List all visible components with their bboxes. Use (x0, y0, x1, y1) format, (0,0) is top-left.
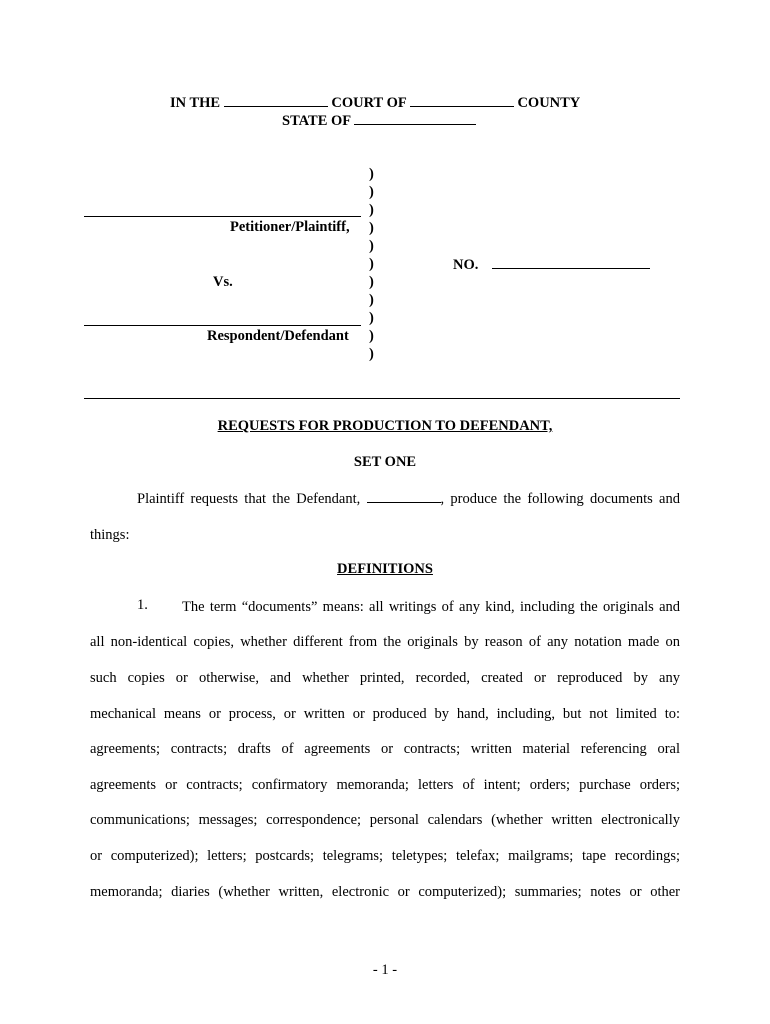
caption-paren: ) (369, 166, 374, 182)
case-number-field (453, 256, 650, 274)
definition-line: The term “documents” means: all writings of any kind, including the originals and (182, 599, 680, 615)
caption-paren: ) (369, 238, 374, 254)
caption-paren: ) (369, 202, 374, 218)
definitions-heading: DEFINITIONS (337, 561, 433, 577)
respondent-name-line (84, 325, 361, 326)
intro-text-b: , produce the following documents and (440, 491, 680, 507)
intro-line-1 (137, 489, 680, 509)
in-the-label: IN THE (170, 95, 221, 111)
definition-line: communications; messages; correspondence; personal calendars (whether written electronically (90, 812, 680, 828)
vs-label: Vs. (213, 274, 233, 290)
definition-line: mechanical means or process, or written or produced by hand, including, but not limited to: (90, 706, 680, 722)
caption-paren: ) (369, 184, 374, 200)
caption-paren: ) (369, 346, 374, 362)
case-number-blank (492, 256, 650, 269)
court-header-line (170, 94, 580, 112)
definition-line: agreements or contracts; confirmatory memoranda; letters of intent; orders; purchase orders; (90, 777, 680, 793)
county-name-blank (410, 94, 514, 107)
respondent-label: Respondent/Defendant (207, 328, 349, 344)
document-subtitle: SET ONE (353, 454, 417, 470)
definition-line: agreements; contracts; drafts of agreements or contracts; written material referencing oral (90, 741, 680, 757)
caption-paren: ) (369, 274, 374, 290)
caption-paren: ) (369, 220, 374, 236)
caption-paren: ) (369, 328, 374, 344)
document-title: REQUESTS FOR PRODUCTION TO DEFENDANT, (217, 418, 553, 434)
court-of-label: COURT OF (331, 95, 407, 111)
caption-paren: ) (369, 256, 374, 272)
state-of-label: STATE OF (282, 113, 351, 129)
caption-paren: ) (369, 310, 374, 326)
state-name-blank (354, 112, 476, 125)
county-label: COUNTY (517, 95, 581, 111)
intro-line-2: things: (90, 527, 130, 543)
definition-line: memoranda; diaries (whether written, electronic or computerized); summaries; notes or other (90, 884, 680, 900)
definition-line: all non-identical copies, whether different from the originals by reason of any notation made on (90, 634, 680, 650)
case-number-label: NO. (453, 257, 479, 273)
defendant-name-blank (367, 490, 441, 503)
petitioner-name-line (84, 216, 361, 217)
intro-text-a: Plaintiff requests that the Defendant, (137, 491, 367, 507)
definition-item-number: 1. (137, 597, 148, 613)
page-number: - 1 - (372, 962, 398, 978)
petitioner-label: Petitioner/Plaintiff, (230, 219, 350, 235)
caption-paren: ) (369, 292, 374, 308)
state-header-line (282, 112, 476, 130)
definition-line: or computerized); letters; postcards; telegrams; teletypes; telefax; mailgrams; tape recordings; (90, 848, 680, 864)
caption-divider (84, 398, 680, 399)
definition-line: such copies or otherwise, and whether printed, recorded, created or reproduced by any (90, 670, 680, 686)
court-name-blank (224, 94, 328, 107)
